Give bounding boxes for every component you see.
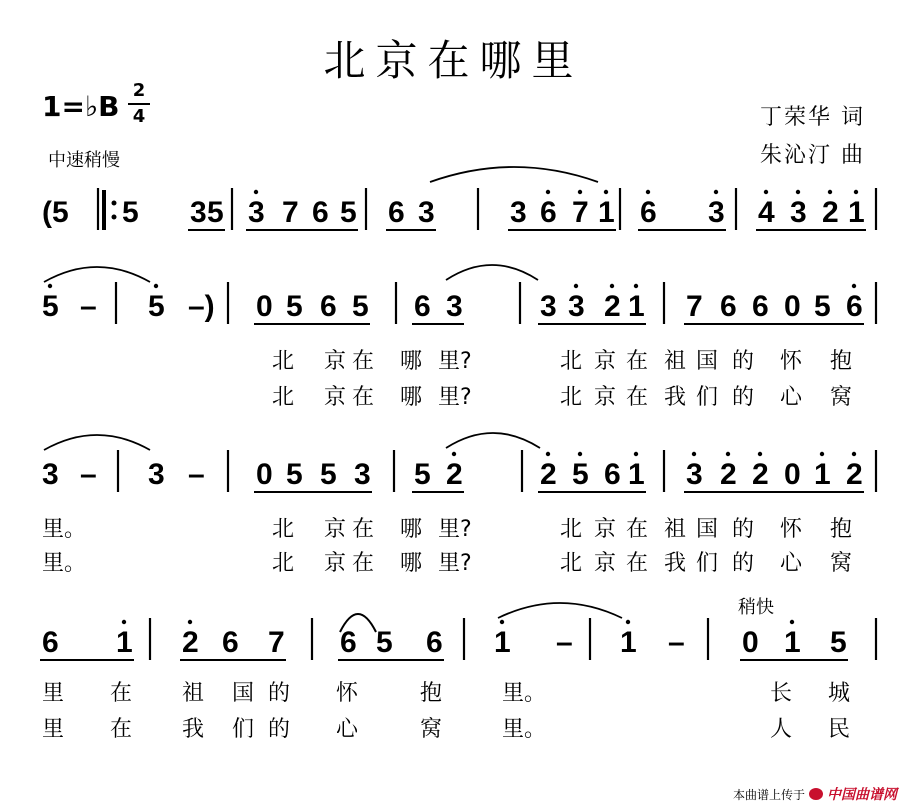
lyric-syllable: 在 [626,349,649,374]
note-digit: 6 [426,626,443,659]
lyric-syllable: 我 [182,717,205,742]
high-octave-dot [646,190,650,194]
note-digit: 3 [148,458,165,491]
note-digit: 3 [790,196,807,229]
lyric-syllable: 祖 [664,517,687,542]
high-octave-dot [790,620,794,624]
note-digit: 7 [268,626,285,659]
slur-arc [44,435,150,450]
song-title: 北京在哪里 [323,36,584,85]
high-octave-dot [714,190,718,194]
note-digit: 3 [686,458,703,491]
slur-arc [446,433,540,448]
high-octave-dot [254,190,258,194]
note-digit: 6 [388,196,405,229]
high-octave-dot [854,190,858,194]
lyric-syllable: 北 [272,551,295,576]
lyric-syllable: 心 [336,717,359,742]
note-digit: – [80,290,97,323]
lyric-syllable: 北 [272,349,295,374]
lyric-syllable: 国 [232,681,255,706]
note-digit: 6 [340,626,357,659]
note-digit: 6 [222,626,239,659]
lyric-syllable: 怀 [780,349,803,374]
note-digit: 5 [376,626,393,659]
lyric-syllable: 在 [352,517,375,542]
note-digit: 7 [572,196,589,229]
lyric-syllable: 在 [626,385,649,410]
note-digit: 1 [848,196,865,229]
high-octave-dot [546,452,550,456]
note-digit: 1 [628,458,645,491]
note-digit: 6 [540,196,557,229]
note-digit: 1 [116,626,133,659]
lyric-syllable: 在 [110,681,133,706]
slur-arc [498,603,622,618]
note-digit: 5 [814,290,831,323]
lyric-syllable: 京 [324,551,347,576]
lyric-syllable: 在 [626,551,649,576]
lyric-syllable: 京 [324,349,347,374]
note-digit: 2 [720,458,737,491]
lyric-syllable: 的 [268,681,291,706]
note-digit: 3 [446,290,463,323]
slur-arc [430,167,598,182]
lyric-syllable: 里? [438,385,472,410]
note-digit: –) [188,290,215,323]
note-digit: 6 [42,626,59,659]
note-digit: 3 [354,458,371,491]
lyric-syllable: 北 [272,385,295,410]
lyric-syllable: 京 [594,551,617,576]
composer-credit: 朱沁汀 曲 [760,143,865,168]
high-octave-dot [48,284,52,288]
lyric-syllable: 里 [42,681,65,706]
note-digit: 1 [784,626,801,659]
lyric-syllable: 窝 [420,717,443,742]
high-octave-dot [726,452,730,456]
note-digit: 6 [720,290,737,323]
footer-site: 中国曲谱网 [827,787,897,803]
lyric-syllable: 我 [664,551,687,576]
lyric-syllable: 京 [594,349,617,374]
lyric-syllable: 窝 [830,385,853,410]
repeat-sign-dot [112,215,117,220]
note-digit: 3 [510,196,527,229]
note-digit: 7 [686,290,703,323]
note-digit: 2 [182,626,199,659]
lyric-syllable: 北 [560,551,583,576]
lyric-syllable: 心 [780,551,803,576]
high-octave-dot [634,284,638,288]
note-digit: – [188,458,205,491]
note-digit: – [556,626,573,659]
high-octave-dot [692,452,696,456]
note-digit: 7 [282,196,299,229]
slur-arc [44,267,150,282]
lyric-syllable: 国 [696,517,719,542]
note-digit: 1 [814,458,831,491]
high-octave-dot [546,190,550,194]
lyric-syllable: 城 [828,681,851,706]
lyric-syllable: 国 [696,349,719,374]
lyric-syllable: 长 [770,681,793,706]
lyric-syllable: 里。 [502,717,547,742]
high-octave-dot [764,190,768,194]
note-digit: 5 [320,458,337,491]
lyric-syllable: 人 [770,717,793,742]
lyric-syllable: 里 [42,717,65,742]
lyric-syllable: 们 [232,717,255,742]
lyric-syllable: 我 [664,385,687,410]
lyric-syllable: 哪 [400,349,423,374]
note-digit: 5 [148,290,165,323]
lyric-syllable: 怀 [780,517,803,542]
high-octave-dot [188,620,192,624]
lyric-syllable: 抱 [830,349,853,374]
note-digit: – [668,626,685,659]
note-digit: 5 [42,290,59,323]
note-digit: 0 [256,290,273,323]
high-octave-dot [626,620,630,624]
lyric-syllable: 哪 [400,385,423,410]
lyric-syllable: 京 [594,385,617,410]
note-digit: 5 [286,458,303,491]
tempo-marking: 中速稍慢 [48,150,120,171]
lyric-syllable: 哪 [400,551,423,576]
note-digit: 5 [207,196,224,229]
note-digit: 6 [846,290,863,323]
time-signature-bottom: 4 [132,106,146,127]
high-octave-dot [828,190,832,194]
note-digit: 3 [540,290,557,323]
note-digit: 4 [758,196,775,229]
key-signature: 1=♭B [42,90,120,123]
note-digit: 1 [598,196,615,229]
repeat-sign-dot [112,201,117,206]
lyric-syllable: 抱 [420,681,443,706]
note-digit: 2 [846,458,863,491]
lyric-syllable: 京 [324,385,347,410]
high-octave-dot [122,620,126,624]
note-digit: 2 [604,290,621,323]
note-digit: 5 [122,196,139,229]
note-digit: 1 [628,290,645,323]
note-digit: 0 [784,458,801,491]
note-digit: 3 [190,196,207,229]
lyric-syllable: 在 [352,551,375,576]
lyric-syllable: 怀 [336,681,359,706]
lyric-syllable: 里。 [42,551,87,576]
high-octave-dot [820,452,824,456]
lyric-syllable: 在 [352,385,375,410]
high-octave-dot [452,452,456,456]
high-octave-dot [154,284,158,288]
note-digit: 6 [604,458,621,491]
lyric-syllable: 在 [352,349,375,374]
site-logo-icon [809,788,823,800]
note-digit: 3 [708,196,725,229]
lyric-syllable: 北 [560,517,583,542]
high-octave-dot [578,190,582,194]
high-octave-dot [634,452,638,456]
note-digit: 1 [620,626,637,659]
note-digit: 0 [256,458,273,491]
note-digit: 3 [568,290,585,323]
note-digit: 5 [572,458,589,491]
note-digit: 2 [752,458,769,491]
high-octave-dot [852,452,856,456]
lyric-syllable: 在 [626,517,649,542]
lyricist-credit: 丁荣华 词 [760,105,865,130]
note-digit: 1 [494,626,511,659]
lyric-syllable: 心 [780,385,803,410]
note-digit: 6 [414,290,431,323]
time-signature-top: 2 [132,80,146,101]
note-digit: 5 [830,626,847,659]
note-digit: 5 [286,290,303,323]
note-digit: 6 [640,196,657,229]
note-digit: 5 [414,458,431,491]
lyric-syllable: 的 [732,385,755,410]
tempo-change-marking: 稍快 [738,597,774,618]
note-digit: 3 [418,196,435,229]
lyric-syllable: 祖 [182,681,205,706]
lyric-syllable: 窝 [830,551,853,576]
lyric-syllable: 的 [732,517,755,542]
lyric-syllable: 京 [324,517,347,542]
note-digit: (5 [42,196,69,229]
footer [733,784,897,804]
lyric-syllable: 里。 [502,681,547,706]
slur-arc [446,265,538,280]
footer-text: 本曲谱上传于 [732,787,805,802]
high-octave-dot [852,284,856,288]
lyric-syllable: 里? [438,551,472,576]
note-digit: 2 [446,458,463,491]
lyric-syllable: 祖 [664,349,687,374]
high-octave-dot [500,620,504,624]
lyric-syllable: 里。 [42,517,87,542]
note-digit: – [80,458,97,491]
lyric-syllable: 们 [696,385,719,410]
note-digit: 6 [752,290,769,323]
note-digit: 5 [352,290,369,323]
note-digit: 5 [340,196,357,229]
lyric-syllable: 里? [438,517,472,542]
note-digit: 3 [42,458,59,491]
note-digit: 0 [784,290,801,323]
note-digit: 2 [540,458,557,491]
lyric-syllable: 北 [560,385,583,410]
lyric-syllable: 们 [696,551,719,576]
note-digit: 3 [248,196,265,229]
lyric-syllable: 的 [268,717,291,742]
note-digit: 6 [320,290,337,323]
lyric-syllable: 的 [732,551,755,576]
lyric-syllable: 京 [594,517,617,542]
lyric-syllable: 抱 [830,517,853,542]
high-octave-dot [574,284,578,288]
note-digit: 6 [312,196,329,229]
lyric-syllable: 在 [110,717,133,742]
high-octave-dot [796,190,800,194]
lyric-syllable: 的 [732,349,755,374]
lyric-syllable: 里? [438,349,472,374]
high-octave-dot [604,190,608,194]
high-octave-dot [610,284,614,288]
high-octave-dot [578,452,582,456]
note-digit: 0 [742,626,759,659]
lyric-syllable: 北 [560,349,583,374]
lyric-syllable: 北 [272,517,295,542]
high-octave-dot [758,452,762,456]
lyric-syllable: 哪 [400,517,423,542]
lyric-syllable: 民 [828,717,851,742]
note-digit: 2 [822,196,839,229]
